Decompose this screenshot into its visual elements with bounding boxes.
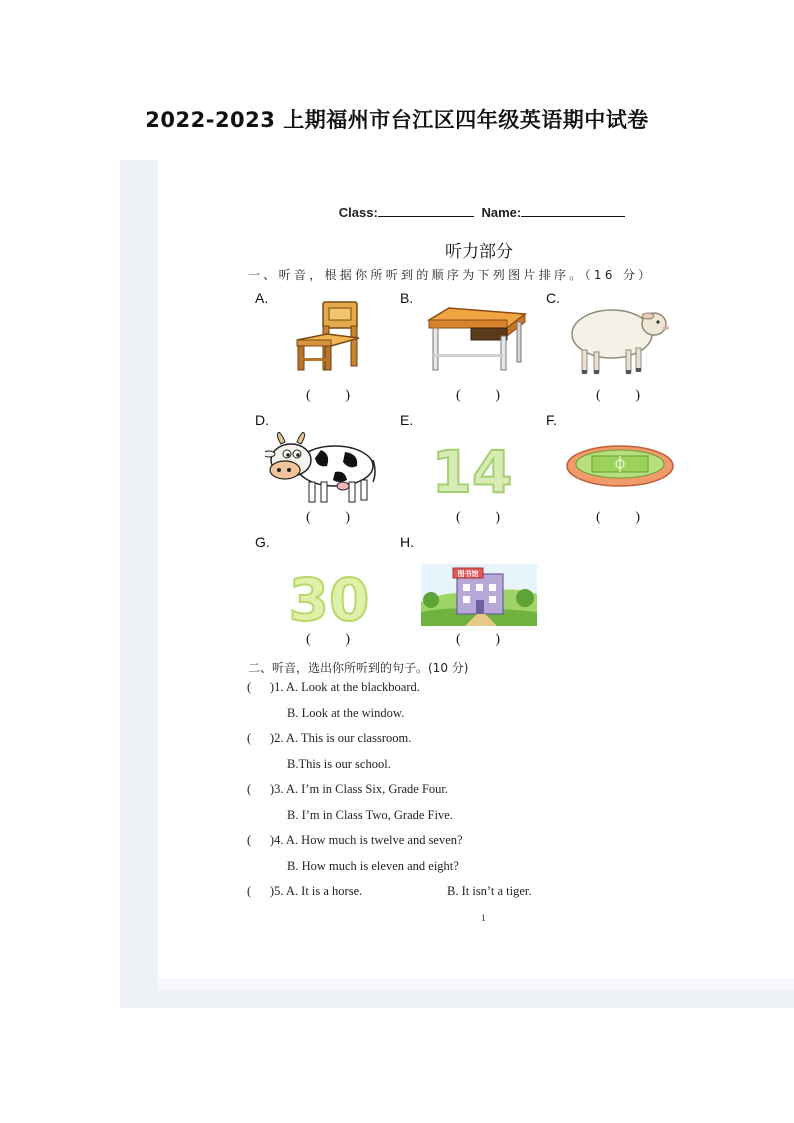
sheep-picture bbox=[568, 302, 672, 376]
answer-paren-h[interactable]: ( ) bbox=[456, 632, 500, 647]
q2-item-1-option-a: ( )1. A. Look at the blackboard. bbox=[247, 680, 420, 694]
q2-item-4-option-b: B. How much is eleven and eight? bbox=[287, 859, 459, 873]
item-letter-d: D. bbox=[255, 412, 269, 428]
name-blank bbox=[521, 216, 625, 217]
number-30-picture bbox=[280, 566, 378, 626]
class-name-line bbox=[0, 205, 794, 220]
answer-paren-c[interactable]: ( ) bbox=[596, 388, 640, 403]
svg-text:30: 30 bbox=[288, 566, 370, 626]
question-1-instruction: 一、听音，根据你所听到的顺序为下列图片排序。（16 分） bbox=[248, 268, 654, 282]
question-2-instruction: 二、听音，选出你所听到的句子。(10 分) bbox=[248, 661, 469, 675]
item-letter-c: C. bbox=[546, 290, 560, 306]
q2-item-4-option-a: ( )4. A. How much is twelve and seven? bbox=[247, 833, 463, 847]
document-title: 2022-2023 上期福州市台江区四年级英语期中试卷 bbox=[145, 108, 649, 132]
q2-item-5-option-a: ( )5. A. It is a horse. bbox=[247, 884, 363, 898]
class-blank bbox=[378, 216, 474, 217]
q2-item-3-option-b: B. I’m in Class Two, Grade Five. bbox=[287, 808, 453, 822]
section-heading: 听力部分 bbox=[445, 242, 513, 262]
q2-item-3-option-a: ( )3. A. I’m in Class Six, Grade Four. bbox=[247, 782, 449, 796]
cow-picture bbox=[265, 432, 377, 504]
item-letter-g: G. bbox=[255, 534, 270, 550]
answer-paren-a[interactable]: ( ) bbox=[306, 388, 350, 403]
name-label: Name: bbox=[481, 205, 522, 220]
scan-border-left bbox=[120, 160, 158, 1008]
q2-item-2-option-b: B.This is our school. bbox=[287, 757, 391, 771]
svg-text:图书馆: 图书馆 bbox=[457, 570, 479, 578]
item-letter-h: H. bbox=[400, 534, 414, 550]
desk-picture bbox=[427, 306, 527, 372]
item-letter-a: A. bbox=[255, 290, 269, 306]
answer-paren-d[interactable]: ( ) bbox=[306, 510, 350, 525]
page-number: 1 bbox=[481, 913, 486, 923]
svg-text:14: 14 bbox=[432, 440, 513, 498]
q2-item-1-option-b: B. Look at the window. bbox=[287, 706, 405, 720]
number-14-picture bbox=[432, 440, 516, 498]
item-letter-e: E. bbox=[400, 412, 414, 428]
answer-paren-f[interactable]: ( ) bbox=[596, 510, 640, 525]
answer-paren-b[interactable]: ( ) bbox=[456, 388, 500, 403]
item-letter-f: F. bbox=[546, 412, 557, 428]
chair-picture bbox=[293, 300, 363, 372]
playground-picture bbox=[566, 442, 676, 488]
answer-paren-e[interactable]: ( ) bbox=[456, 510, 500, 525]
answer-paren-g[interactable]: ( ) bbox=[306, 632, 350, 647]
scan-border-bottom-inner bbox=[158, 978, 794, 990]
item-letter-b: B. bbox=[400, 290, 414, 306]
q2-item-5-option-b: B. It isn’t a tiger. bbox=[447, 884, 532, 898]
library-picture bbox=[421, 564, 537, 626]
class-label: Class: bbox=[338, 205, 378, 220]
q2-item-2-option-a: ( )2. A. This is our classroom. bbox=[247, 731, 412, 745]
